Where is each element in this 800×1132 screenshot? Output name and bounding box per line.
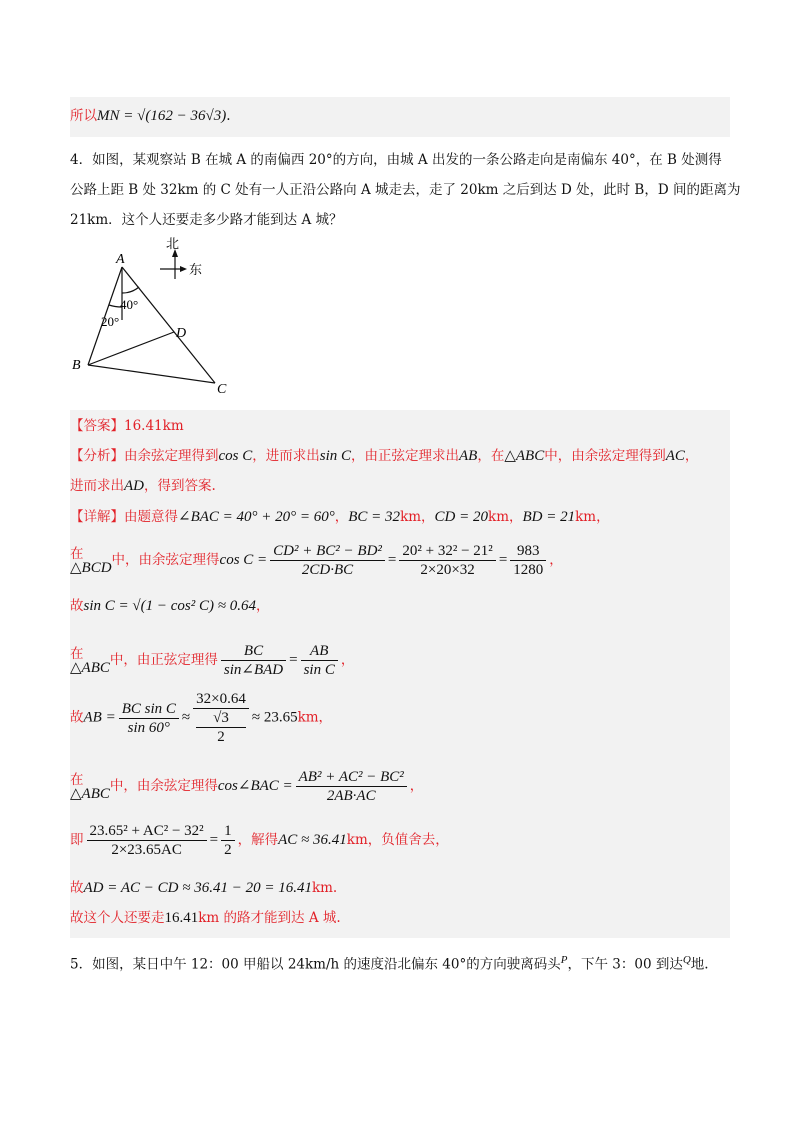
analysis-math: △ABC [504,448,545,464]
detail-math: ≈ 23.65 [251,709,298,726]
period: . [226,108,231,124]
segment-bc [88,365,215,383]
analysis-text: ，进而求出 [252,448,320,464]
detail-math: CD = 20 [434,509,489,525]
ji-text: 即 [70,832,84,848]
gu-text: 故 [70,709,84,726]
answer-line [70,416,184,436]
equals: = [209,832,219,848]
gu-text: 故 [70,880,84,896]
point-q: Q [682,954,691,966]
problem5-text: 地. [690,956,709,973]
detail-math: AD = AC − CD ≈ 36.41 − 20 = 16.41 [83,880,312,896]
detail-text: 中，由余弦定理得 [109,778,218,794]
detail-line4 [70,638,354,682]
equals: = [289,652,298,668]
fraction: 32×0.64 √3 2 [193,690,249,746]
equals: = [387,552,397,568]
label-east: 东 [189,262,203,277]
analysis-text: ，得到答案. [144,478,216,494]
segment-bd [88,332,174,365]
label-a: A [116,252,125,267]
problem5-text: ，下午 3：00 到达 [567,956,683,973]
solution-tail-line [70,106,231,126]
analysis-math: AB [459,448,478,464]
analysis-text: 由余弦定理得到 [124,448,219,464]
unit-text: km [575,509,597,525]
detail-text: 中，由正弦定理得 [109,652,218,668]
detail-line3 [70,596,269,616]
detail-text: km，负值舍去， [346,832,449,848]
answer-value: 16.41km [124,418,184,434]
analysis-text: ， [684,448,699,464]
detail-text: km 的路才能到达 A 城. [198,910,341,926]
detail-line6 [70,764,423,808]
label-b: B [72,358,81,373]
label-angle-40: 40° [120,297,139,312]
detail-line5 [70,690,332,746]
suoyi-text: 所以 [70,108,97,124]
fraction: $\frac{\text{AB² + AC² − BC²}}{2AB\cdot AC}$ [296,768,407,805]
fraction: $\frac{\text{23.65² + AC² − 32²}}{2\times 23.65AC}$ [87,822,207,859]
detail-text: ， [421,509,435,525]
detail-line7 [70,818,449,862]
detail-text: ， [340,652,355,668]
fraction: $\frac{\text{20² + 32² − 21²}}{2\times 20\times 32}$ [399,542,495,579]
analysis-text: ，由正弦定理求出 [351,448,460,464]
detail-prefix: 在 △BCD [70,545,112,576]
detail-math: sin C = √(1 − cos² C) ≈ 0.64 [83,598,256,614]
problem5-text: 5．如图，某日中午 12：00 甲船以 24km/h 的速度沿北偏东 40°的方向驶离码头 [70,956,561,973]
fraction: $\frac{\text{BC sin C}}{\sin 60^\circ}$ [119,700,179,737]
detail-prefix: 在 △ABC [70,771,110,802]
detail-text: ， [409,778,424,794]
analysis-text: 进而求出 [70,478,124,494]
fraction: $\frac{BC}{\text{sin∠BAD}}$ [221,642,286,679]
detail-math: cos C = [219,552,268,568]
analysis-text: 中，由余弦定理得到 [544,448,666,464]
detail-math: AB = [83,709,116,726]
detail-text: km， [297,709,333,726]
analysis-line1 [70,446,698,466]
problem4-line2: 公路上距 B 处 32km 的 C 处有一人正沿公路向 A 城走去，走了 20km 之后到达 D 处，此时 B，D 间的距离为 [70,182,741,198]
approx: ≈ [181,709,191,726]
triangle-figure [60,235,260,400]
label-d: D [176,326,187,341]
detail-text: km. [311,880,338,896]
unit-text: km [400,509,422,525]
detail-math: AC ≈ 36.41 [278,832,347,848]
fraction: $\frac{1}{2}$ [221,822,235,859]
fraction: $\frac{AB}{\text{sin C}}$ [301,642,338,679]
analysis-math: sin C [319,448,352,464]
segment-ac [122,267,215,383]
label-angle-20: 20° [101,314,120,329]
point-p: P [560,954,568,966]
detail-line9 [70,908,341,928]
analysis-line2 [70,476,216,496]
fraction: $\frac{\text{CD² + BC² − BD²}}{2CD\cdot BC}$ [270,542,385,579]
detail-text: 由题意得 [124,509,178,525]
label-north: 北 [166,236,180,251]
detail-line2 [70,538,563,582]
angle-40-arc [122,287,139,293]
detail-text: ， [334,509,349,525]
problem5-line [70,950,709,975]
detail-math: cos∠BAC = [217,778,293,794]
analysis-math: AD [124,478,144,494]
gu-text: 故 [70,598,84,614]
analysis-tag: 【分析】 [70,448,124,464]
east-arrow-icon [180,266,187,272]
problem4-line1: 4．如图，某观察站 B 在城 A 的南偏西 20°的方向，由城 A 出发的一条公路走向是南偏东 40°，在 B 处测得 [70,152,722,168]
detail-text: ， [549,552,563,568]
analysis-math: AC [665,448,685,464]
detail-text: 故这个人还要走 [70,910,165,926]
analysis-math: cos C [218,448,253,464]
detail-line8 [70,878,337,898]
problem4-line3: 21km．这个人还要走多少路才能到达 A 城？ [70,212,343,228]
detail-text: ，解得 [237,832,279,848]
detail-math: 16.41 [164,910,199,926]
fraction: $\frac{983}{1280}$ [510,542,546,579]
detail-math: ∠BAC = 40° + 20° = 60° [178,509,335,525]
unit-text: km [488,509,509,525]
detail-prefix: 在 △ABC [70,645,110,676]
label-c: C [217,382,227,397]
detail-text: ， [596,509,610,525]
detail-math: BC = 32 [348,509,401,525]
detail-text: ， [509,509,523,525]
mn-formula: MN = √(162 − 36√3) [97,108,227,124]
detail-text: ， [255,598,270,614]
analysis-text: ，在 [477,448,505,464]
detail-tag: 【详解】 [70,509,124,525]
detail-text: 中，由余弦定理得 [111,552,220,568]
equals: = [498,552,508,568]
detail-line1 [70,507,610,527]
detail-math: BD = 21 [522,509,576,525]
answer-tag: 【答案】 [70,418,124,434]
